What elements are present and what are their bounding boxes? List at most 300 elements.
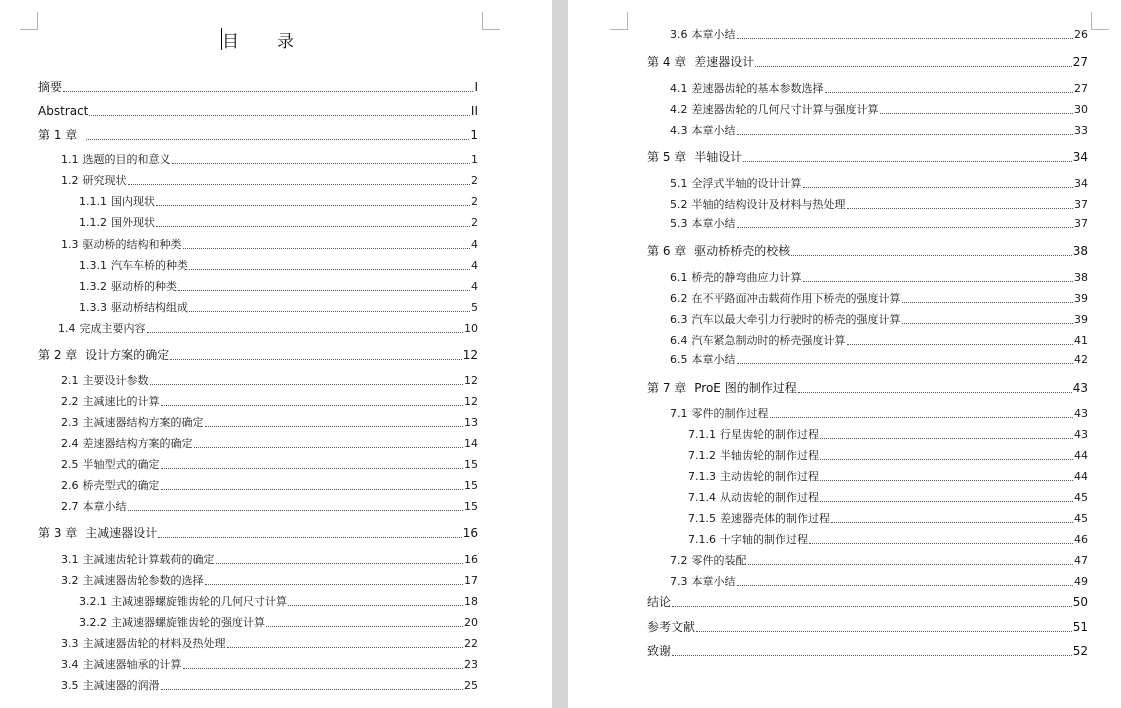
toc-page-number: 44 <box>1074 470 1088 483</box>
margin-corner-mark <box>482 12 500 30</box>
toc-entry-text: 主减速齿轮计算载荷的确定 <box>82 553 215 566</box>
toc-page-number: 51 <box>1072 620 1088 634</box>
toc-entry-label <box>58 322 146 336</box>
toc-page-number: 43 <box>1072 381 1088 395</box>
toc-entry-text: Abstract <box>38 104 89 118</box>
toc-section-entry[interactable] <box>670 292 1088 306</box>
toc-entry-text: 半轴设计 <box>694 150 743 164</box>
toc-entry-label <box>647 55 754 70</box>
toc-page-number: 34 <box>1072 150 1088 164</box>
toc-entry-number: 2.3 <box>61 416 79 429</box>
toc-entry-number: 7.1.3 <box>688 470 716 483</box>
toc-entry-text: 本章小结 <box>82 500 127 513</box>
toc-entry-label <box>670 313 901 327</box>
toc-entry-number: 第 3 章 <box>38 526 78 540</box>
toc-dot-leader <box>227 647 464 648</box>
toc-entry-number: 第 6 章 <box>647 244 687 258</box>
toc-section-entry[interactable] <box>688 491 1088 505</box>
toc-entry-number: 4.3 <box>670 124 688 137</box>
toc-entry-label <box>61 658 182 672</box>
toc-page-number: 1 <box>470 128 478 142</box>
toc-section-entry[interactable] <box>79 616 478 630</box>
toc-section-entry[interactable] <box>61 500 478 514</box>
toc-dot-leader <box>737 585 1074 586</box>
toc-entry-text: 本章小结 <box>691 217 736 230</box>
toc-entry-label <box>647 644 671 659</box>
toc-entry-label <box>79 280 177 294</box>
toc-entry-number: 6.4 <box>670 334 688 347</box>
toc-entry-label <box>38 104 88 119</box>
toc-page-number: 13 <box>464 416 478 429</box>
toc-dot-leader <box>172 163 471 164</box>
toc-section-entry[interactable] <box>670 82 1088 96</box>
toc-section-entry[interactable] <box>61 637 478 651</box>
toc-page-number: 37 <box>1074 217 1088 230</box>
toc-entry-text: 桥壳的静弯曲应力计算 <box>691 271 802 284</box>
toc-dot-leader <box>672 606 1072 607</box>
toc-section-entry[interactable] <box>79 259 478 273</box>
toc-page-number: 2 <box>471 195 478 208</box>
toc-entry-text: 摘要 <box>38 80 63 94</box>
toc-entry-number: 7.2 <box>670 554 688 567</box>
toc-page-number: 39 <box>1074 292 1088 305</box>
toc-section-entry[interactable] <box>61 416 478 430</box>
toc-entry-label <box>688 470 819 484</box>
toc-entry-label <box>79 595 287 609</box>
toc-entry-label <box>61 574 204 588</box>
toc-chapter-entry[interactable] <box>647 55 1088 70</box>
page-gap <box>552 0 568 708</box>
toc-dot-leader <box>156 205 470 206</box>
toc-entry-number: 3.2 <box>61 574 79 587</box>
toc-entry-label <box>61 553 215 567</box>
toc-entry-text: 在不平路面冲击载荷作用下桥壳的强度计算 <box>691 292 901 305</box>
toc-entry-number: 第 2 章 <box>38 348 78 362</box>
toc-entry-number: 2.7 <box>61 500 79 513</box>
toc-page-number: 38 <box>1074 271 1088 284</box>
toc-dot-leader <box>147 332 464 333</box>
toc-section-entry[interactable] <box>670 28 1088 42</box>
toc-entry-number: 5.1 <box>670 177 688 190</box>
toc-section-entry[interactable] <box>670 271 1088 285</box>
toc-entry-text: 驱动桥桥壳的校核 <box>694 244 791 258</box>
toc-entry-label <box>670 82 824 96</box>
toc-page-number: 46 <box>1074 533 1088 546</box>
toc-entry-number: 6.1 <box>670 271 688 284</box>
toc-entry-number: 第 5 章 <box>647 150 687 164</box>
toc-dot-leader <box>737 227 1074 228</box>
toc-page-number: 45 <box>1074 491 1088 504</box>
toc-dot-leader <box>170 359 461 360</box>
toc-entry-label <box>61 637 226 651</box>
toc-entry-text: 主减速器螺旋锥齿轮的几何尺寸计算 <box>111 595 287 608</box>
toc-section-entry[interactable] <box>61 153 478 167</box>
toc-section-entry[interactable] <box>79 195 478 209</box>
toc-section-entry[interactable] <box>79 280 478 294</box>
toc-entry-number: 2.4 <box>61 437 79 450</box>
toc-chapter-entry[interactable] <box>38 128 478 143</box>
toc-entry-label <box>79 195 155 209</box>
toc-section-entry[interactable] <box>61 458 478 472</box>
toc-entry-label <box>61 679 160 693</box>
toc-dot-leader <box>205 426 464 427</box>
toc-entry-label <box>688 533 808 547</box>
toc-section-entry[interactable] <box>79 216 478 230</box>
toc-entry-text: 国内现状 <box>111 195 155 208</box>
toc-entry-text: 主动齿轮的制作过程 <box>720 470 819 483</box>
toc-section-entry[interactable] <box>688 428 1088 442</box>
toc-entry-text: 零件的装配 <box>691 554 747 567</box>
toc-dot-leader <box>803 281 1074 282</box>
toc-entry-number: 2.2 <box>61 395 79 408</box>
toc-page-number: 2 <box>471 174 478 187</box>
toc-dot-leader <box>820 459 1073 460</box>
toc-page-number: 1 <box>471 153 478 166</box>
toc-section-entry[interactable] <box>670 407 1088 421</box>
toc-dot-leader <box>803 187 1074 188</box>
toc-page-number: 15 <box>464 458 478 471</box>
toc-section-entry[interactable] <box>670 334 1088 348</box>
toc-section-entry[interactable] <box>670 103 1088 117</box>
toc-entry-number: 7.1.5 <box>688 512 716 525</box>
toc-dot-leader <box>831 522 1073 523</box>
margin-corner-mark <box>610 12 628 30</box>
toc-entry-text: 零件的制作过程 <box>691 407 769 420</box>
toc-section-entry[interactable] <box>688 533 1088 547</box>
toc-section-entry[interactable] <box>61 574 478 588</box>
toc-page-number: 41 <box>1074 334 1088 347</box>
toc-entry-text: 结论 <box>647 595 672 609</box>
toc-dot-leader <box>178 290 470 291</box>
toc-section-entry[interactable] <box>670 177 1088 191</box>
toc-dot-leader <box>288 605 463 606</box>
toc-dot-leader <box>809 543 1073 544</box>
toc-entry-text: 主减速器设计 <box>85 526 158 540</box>
toc-entry-label <box>61 174 127 188</box>
toc-entry-text: 完成主要内容 <box>79 322 146 335</box>
toc-page-number: 30 <box>1074 103 1088 116</box>
toc-entry-label <box>688 491 819 505</box>
toc-page-number: 44 <box>1074 449 1088 462</box>
toc-entry-number: 1.3 <box>61 238 79 251</box>
toc-entry-text: 差速器结构方案的确定 <box>82 437 193 450</box>
toc-chapter-entry[interactable] <box>38 104 478 119</box>
toc-page-number: 4 <box>471 238 478 251</box>
toc-entry-text: 差速器齿轮的几何尺寸计算与强度计算 <box>691 103 879 116</box>
document-page-right <box>568 0 1121 708</box>
toc-entry-number: 7.1 <box>670 407 688 420</box>
toc-chapter-entry[interactable] <box>647 381 1088 396</box>
toc-chapter-entry[interactable] <box>647 595 1088 610</box>
toc-entry-label <box>688 428 819 442</box>
toc-entry-label <box>38 80 62 95</box>
toc-dot-leader <box>737 363 1074 364</box>
toc-entry-text: 选题的目的和意义 <box>82 153 171 166</box>
toc-chapter-entry[interactable] <box>647 620 1088 635</box>
toc-entry-text: 本章小结 <box>691 28 736 41</box>
toc-dot-leader <box>902 302 1074 303</box>
toc-page-number: 26 <box>1074 28 1088 41</box>
toc-entry-label <box>647 150 742 165</box>
toc-section-entry[interactable] <box>61 479 478 493</box>
toc-entry-text: 十字轴的制作过程 <box>720 533 808 546</box>
toc-entry-label <box>61 437 193 451</box>
toc-entry-label <box>670 575 736 589</box>
toc-entry-text: 驱动桥的种类 <box>111 280 177 293</box>
toc-entry-number: 1.3.1 <box>79 259 107 272</box>
toc-dot-leader <box>161 468 464 469</box>
toc-page-number: 50 <box>1072 595 1088 609</box>
toc-entry-label <box>79 216 155 230</box>
toc-page-number: 27 <box>1074 82 1088 95</box>
toc-entry-text: 设计方案的确定 <box>85 348 170 362</box>
toc-entry-label <box>670 554 747 568</box>
toc-page-number: I <box>474 80 478 94</box>
toc-entry-label <box>688 449 819 463</box>
toc-entry-text: 汽车车桥的种类 <box>111 259 188 272</box>
toc-section-entry[interactable] <box>670 353 1088 367</box>
toc-dot-leader <box>189 311 470 312</box>
toc-entry-text: 致谢 <box>647 644 672 658</box>
toc-entry-number: 3.4 <box>61 658 79 671</box>
toc-page-number: 42 <box>1074 353 1088 366</box>
toc-section-entry[interactable] <box>61 174 478 188</box>
toc-dot-leader <box>798 392 1072 393</box>
toc-chapter-entry[interactable] <box>647 644 1088 659</box>
toc-entry-number: 4.2 <box>670 103 688 116</box>
toc-section-entry[interactable] <box>61 374 478 388</box>
toc-page-number: 15 <box>464 479 478 492</box>
toc-entry-label <box>61 416 204 430</box>
toc-page-number: 52 <box>1072 644 1088 658</box>
toc-dot-leader <box>820 438 1073 439</box>
toc-entry-number: 3.1 <box>61 553 79 566</box>
toc-section-entry[interactable] <box>61 238 478 252</box>
toc-entry-text: 行星齿轮的制作过程 <box>720 428 819 441</box>
toc-page-number: 22 <box>464 637 478 650</box>
toc-entry-label <box>79 259 188 273</box>
toc-dot-leader <box>748 564 1074 565</box>
toc-entry-text: 桥壳型式的确定 <box>82 479 160 492</box>
toc-section-entry[interactable] <box>688 449 1088 463</box>
toc-entry-label <box>38 526 157 541</box>
toc-dot-leader <box>737 38 1074 39</box>
toc-dot-leader <box>672 655 1072 656</box>
toc-entry-label <box>670 177 802 191</box>
toc-section-entry[interactable] <box>670 554 1088 568</box>
toc-entry-number: 5.3 <box>670 217 688 230</box>
toc-entry-label <box>670 217 736 231</box>
toc-entry-label <box>670 353 736 367</box>
toc-entry-text: 国外现状 <box>111 216 155 229</box>
toc-entry-text: 从动齿轮的制作过程 <box>720 491 819 504</box>
toc-section-entry[interactable] <box>61 553 478 567</box>
toc-page-number: 17 <box>464 574 478 587</box>
toc-chapter-entry[interactable] <box>38 348 478 363</box>
toc-entry-label <box>688 512 830 526</box>
toc-page-number: 25 <box>464 679 478 692</box>
toc-entry-label <box>79 616 265 630</box>
toc-entry-text: 研究现状 <box>82 174 127 187</box>
toc-chapter-entry[interactable] <box>38 526 478 541</box>
toc-entry-label <box>61 500 127 514</box>
toc-section-entry[interactable] <box>61 658 478 672</box>
toc-entry-number: 3.3 <box>61 637 79 650</box>
toc-entry-text: 主减速器螺旋锥齿轮的强度计算 <box>111 616 265 629</box>
toc-dot-leader <box>820 501 1073 502</box>
margin-corner-mark <box>1091 12 1109 30</box>
toc-entry-text: 差速器壳体的制作过程 <box>720 512 830 525</box>
toc-entry-text: 汽车紧急制动时的桥壳强度计算 <box>691 334 846 347</box>
toc-dot-leader <box>183 248 471 249</box>
toc-section-entry[interactable] <box>688 512 1088 526</box>
toc-entry-number: 第 7 章 <box>647 381 687 395</box>
toc-entry-label <box>647 595 671 610</box>
toc-page-number: 43 <box>1074 407 1088 420</box>
toc-entry-number: 3.2.2 <box>79 616 107 629</box>
toc-entry-number: 1.1 <box>61 153 79 166</box>
toc-dot-leader <box>737 134 1074 135</box>
toc-dot-leader <box>183 668 464 669</box>
toc-page-number: 47 <box>1074 554 1088 567</box>
toc-dot-leader <box>63 91 473 92</box>
toc-dot-leader <box>194 447 464 448</box>
toc-dot-leader <box>86 139 469 140</box>
toc-page-number: 33 <box>1074 124 1088 137</box>
toc-entry-label <box>61 374 149 388</box>
toc-entry-label <box>670 292 901 306</box>
toc-dot-leader <box>266 626 463 627</box>
toc-entry-number: 5.2 <box>670 198 688 211</box>
toc-section-entry[interactable] <box>79 595 478 609</box>
toc-dot-leader <box>743 161 1071 162</box>
toc-entry-number: 6.3 <box>670 313 688 326</box>
toc-page-number: 14 <box>464 437 478 450</box>
toc-page-number: 12 <box>464 395 478 408</box>
toc-entry-number: 第 1 章 <box>38 128 78 142</box>
toc-entry-label <box>61 458 160 472</box>
toc-entry-text: 本章小结 <box>691 575 736 588</box>
toc-page-number: 15 <box>464 500 478 513</box>
toc-chapter-entry[interactable] <box>38 80 478 95</box>
toc-page-number: 38 <box>1072 244 1088 258</box>
toc-entry-text: 半轴的结构设计及材料与热处理 <box>691 198 846 211</box>
toc-dot-leader <box>150 384 464 385</box>
toc-page-number: 39 <box>1074 313 1088 326</box>
toc-entry-number: 1.1.2 <box>79 216 107 229</box>
toc-section-entry[interactable] <box>58 322 478 336</box>
toc-page-number: 49 <box>1074 575 1088 588</box>
toc-entry-label <box>79 301 188 315</box>
toc-dot-leader <box>128 184 471 185</box>
toc-entry-label <box>61 479 160 493</box>
toc-section-entry[interactable] <box>670 217 1088 231</box>
toc-dot-leader <box>158 537 461 538</box>
toc-entry-text: 主要设计参数 <box>82 374 149 387</box>
toc-dot-leader <box>825 92 1074 93</box>
toc-page-number: 27 <box>1072 55 1088 69</box>
document-page-left: 目 录 摘要 I Abstract II 第 1 章 1 1.1 选题的目的和意义 1 1.2 研究现状 2 1.1.1 国内现状 2 1.1.2 国外现状 2 1.3 驱动桥的结构和种类 4 1.3.1 汽车车桥的种类 4 1.3.2 驱动桥的种类 4 1.3.3 驱动桥结构组成 5 1.4 完成主要内容 10 第 2 章 设计方案的确定 12 2.1 主要设计参数 12 2.2 主减速比的计算 12 2.3 主减速器结构方案的确定 13 2.4 差速器结构方案的确定 14 2.5 半轴型式的确定 15 2.6 桥壳型式的确定 15 2.7 本章小结 15 第 3 章 主减速器设计 16 3.1 主减速齿轮计算载荷的确定 16 3.2 主减速器齿轮参数的选择 17 3.2.1 主减速器螺旋锥齿轮的几何尺寸计算 18 3.2.2 主减速器螺旋锥齿轮的强度计算 20 3.3 主减速器齿轮的材料及热处理 22 3.4 主减速器轴承的计算 23 3.5 主减速器的润滑 25 <box>0 0 552 708</box>
toc-entry-number: 3.5 <box>61 679 79 692</box>
toc-dot-leader <box>89 115 470 116</box>
toc-section-entry[interactable] <box>61 679 478 693</box>
toc-entry-label <box>670 407 769 421</box>
toc-page-number: 23 <box>464 658 478 671</box>
toc-chapter-entry[interactable] <box>647 244 1088 259</box>
toc-dot-leader <box>696 631 1072 632</box>
toc-entry-text: 半轴齿轮的制作过程 <box>720 449 819 462</box>
toc-entry-number: 2.5 <box>61 458 79 471</box>
toc-entry-label <box>647 244 790 259</box>
toc-dot-leader <box>156 226 470 227</box>
toc-entry-label <box>647 381 797 396</box>
toc-page-number: II <box>470 104 478 118</box>
toc-entry-number: 3.2.1 <box>79 595 107 608</box>
toc-page-number: 12 <box>462 348 478 362</box>
toc-entry-label <box>38 348 169 363</box>
toc-entry-label <box>670 103 879 117</box>
toc-entry-text: 主减速器齿轮参数的选择 <box>82 574 204 587</box>
toc-page-number: 45 <box>1074 512 1088 525</box>
toc-dot-leader <box>902 323 1074 324</box>
toc-dot-leader <box>189 269 470 270</box>
toc-section-entry[interactable] <box>61 437 478 451</box>
toc-entry-label <box>61 153 171 167</box>
toc-entry-number: 7.1.6 <box>688 533 716 546</box>
toc-page-number: 37 <box>1074 198 1088 211</box>
toc-dot-leader <box>880 113 1074 114</box>
toc-page-number: 43 <box>1074 428 1088 441</box>
toc-entry-label <box>670 334 846 348</box>
toc-dot-leader <box>847 208 1074 209</box>
toc-entry-number: 2.6 <box>61 479 79 492</box>
toc-section-entry[interactable] <box>670 198 1088 212</box>
toc-entry-label <box>670 198 846 212</box>
toc-entry-label <box>670 271 802 285</box>
toc-dot-leader <box>216 563 464 564</box>
toc-entry-number: 1.4 <box>58 322 76 335</box>
toc-entry-number: 7.1.2 <box>688 449 716 462</box>
toc-page-number: 5 <box>471 301 478 314</box>
toc-entry-number: 1.3.2 <box>79 280 107 293</box>
toc-dot-leader <box>161 405 464 406</box>
toc-entry-label <box>61 238 182 252</box>
toc-page-number: 10 <box>464 322 478 335</box>
toc-page-number: 4 <box>471 280 478 293</box>
toc-entry-text: 驱动桥结构组成 <box>111 301 188 314</box>
toc-chapter-entry[interactable] <box>647 150 1088 165</box>
toc-section-entry[interactable] <box>688 470 1088 484</box>
toc-section-entry[interactable] <box>670 313 1088 327</box>
toc-entry-text: 主减速器轴承的计算 <box>82 658 182 671</box>
toc-entry-number: 6.2 <box>670 292 688 305</box>
toc-section-entry[interactable] <box>61 395 478 409</box>
toc-entry-label <box>647 620 695 635</box>
toc-entry-text: 主减速器结构方案的确定 <box>82 416 204 429</box>
toc-entry-number: 1.3.3 <box>79 301 107 314</box>
toc-entry-text: 全浮式半轴的设计计算 <box>691 177 802 190</box>
toc-entry-text: 本章小结 <box>691 124 736 137</box>
toc-dot-leader <box>161 689 464 690</box>
toc-entry-text: 参考文献 <box>647 620 696 634</box>
toc-entry-label <box>38 128 85 143</box>
toc-entry-number: 1.2 <box>61 174 79 187</box>
toc-section-entry[interactable] <box>79 301 478 315</box>
toc-section-entry[interactable] <box>670 575 1088 589</box>
toc-entry-text: 汽车以最大牵引力行驶时的桥壳的强度计算 <box>691 313 901 326</box>
toc-section-entry[interactable] <box>670 124 1088 138</box>
toc-entry-text: 差速器齿轮的基本参数选择 <box>691 82 824 95</box>
